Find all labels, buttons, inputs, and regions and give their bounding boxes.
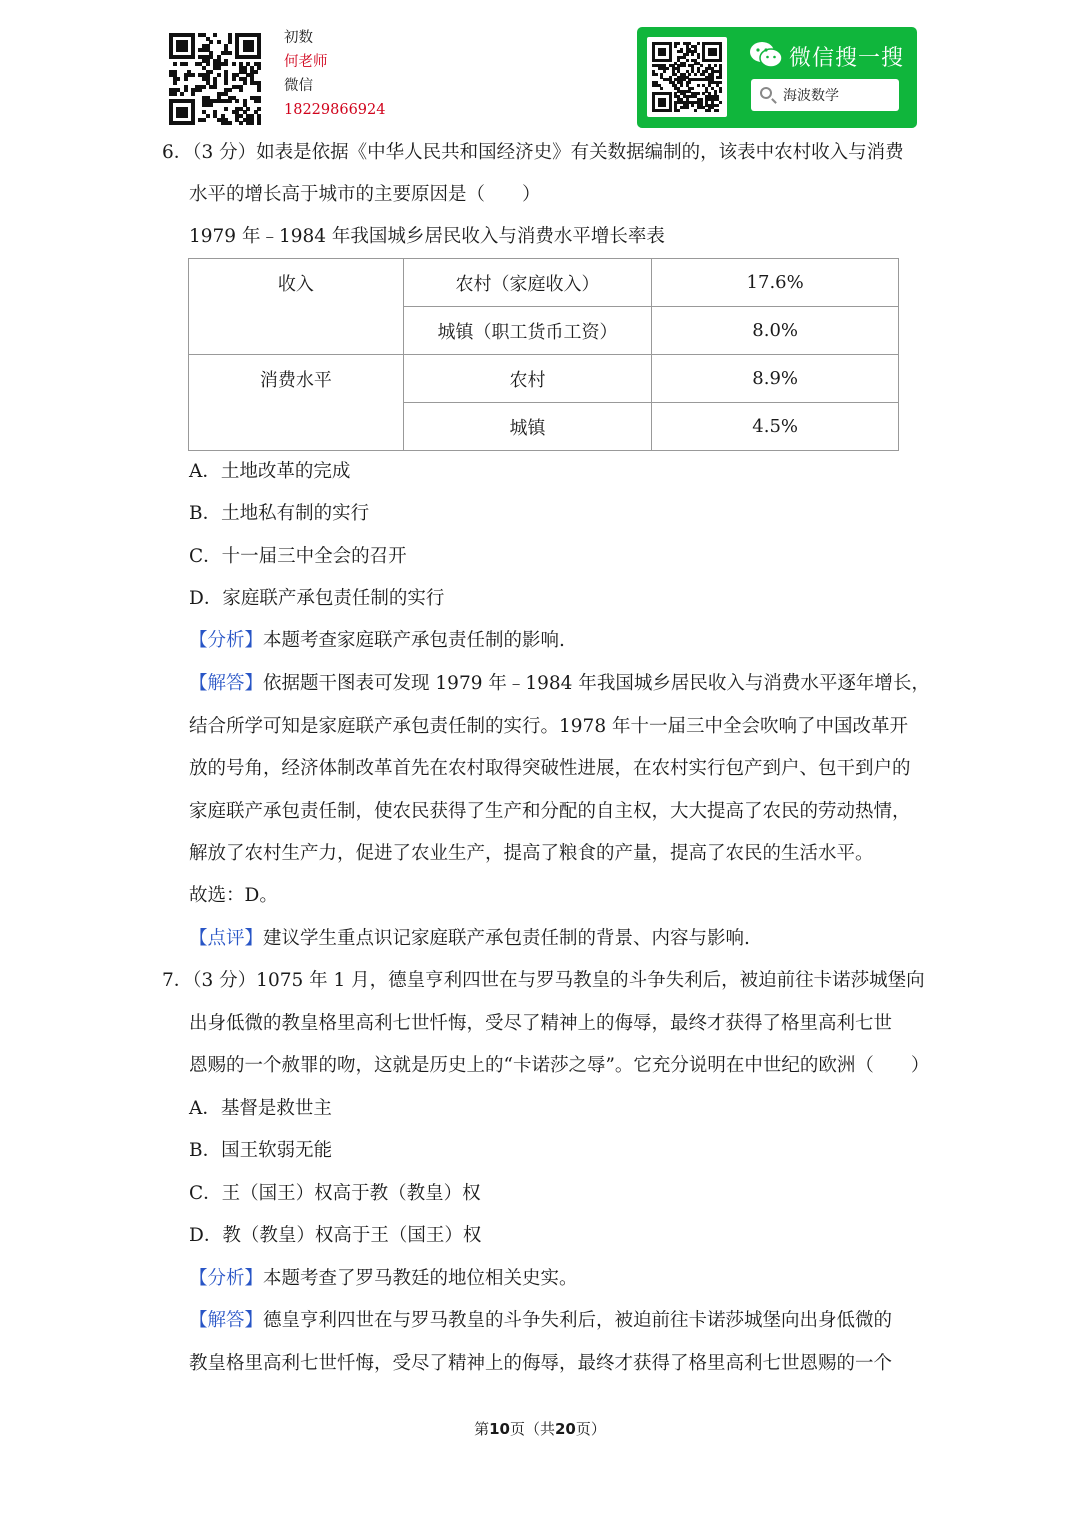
qr-module [257,88,261,92]
qr-module [202,85,206,89]
qr-module [719,81,722,84]
qr-module [209,40,213,44]
banner-search-text: 海波数学 [783,88,839,104]
contact-label-wechat: 微信 [284,78,313,94]
qr-module [232,77,236,81]
q6-option-c: C．十一届三中全会的召开 [189,546,407,567]
table-cell-value: 4.5% [652,403,899,451]
banner-qr-code [647,37,727,117]
qr-module [669,59,672,62]
table-cell-value: 17.6% [652,259,899,307]
footer-suffix: 页） [575,1420,606,1438]
analysis-tag: 【分析】 [189,1268,264,1289]
q6-choice: 故选：D。 [189,885,278,906]
qr-module [688,73,691,76]
table-cell-item: 城镇（职工货币工资） [403,307,652,355]
comment-text: 建议学生重点识记家庭联产承包责任制的背景、内容与影响. [263,928,750,949]
qr-module [686,106,689,109]
qr-module [663,104,666,107]
qr-module [674,45,677,48]
footer-middle: 页（共 [509,1420,555,1438]
qr-module [257,121,261,125]
qr-module [228,51,232,55]
analysis-tag: 【分析】 [189,630,264,651]
qr-module [719,59,722,62]
qr-module [246,107,250,111]
q6-comment [189,926,750,952]
qr-module [697,92,700,95]
qr-module [686,59,689,62]
qr-module [202,118,206,122]
qr-module [716,104,719,107]
footer-total-pages: 20 [555,1420,576,1438]
footer-page-number: 10 [489,1420,510,1438]
qr-module [173,81,177,85]
qr-module [213,33,217,37]
table-cell-value: 8.0% [652,307,899,355]
q6-answer-line-5: 解放了农村生产力，促进了农业生产，提高了粮食的产量，提高了农民的生活水平。 [189,843,874,864]
contact-phone: 18229866924 [284,102,386,118]
q6-stem-line-1: 6．（3 分）如表是依据《中华人民共和国经济史》有关数据编制的，该表中农村收入与消费 [162,142,904,163]
q6-option-a: A．土地改革的完成 [189,461,351,482]
qr-module [680,84,683,87]
qr-module [206,114,210,118]
qr-module [235,99,239,103]
qr-module [184,62,188,66]
qr-module [254,70,258,74]
page-footer [0,1418,1080,1439]
qr-module [191,73,195,77]
q6-data-table [188,258,899,451]
q7-stem-line-1: 7．（3 分）1075 年 1 月，德皇亨利四世在与罗马教皇的斗争失利后，被迫前往卡诺莎城堡向 [162,970,925,991]
qr-module [228,40,232,44]
qr-module [669,109,672,112]
table-group-consumption: 消费水平 [189,355,404,451]
banner-qr-pattern [652,42,722,112]
q7-answer-line-2: 教皇格里高利七世忏悔，受尽了精神上的侮辱，最终才获得了格里高利七世恩赐的一个 [189,1353,893,1374]
qr-module [198,88,202,92]
comment-tag: 【点评】 [189,928,264,949]
answer-tag: 【解答】 [189,1310,264,1331]
q7-option-a: A．基督是救世主 [189,1098,332,1119]
qr-module [224,107,228,111]
table-cell-item: 农村 [403,355,652,403]
qr-module [191,55,195,59]
qr-module [224,81,228,85]
table-cell-item: 农村（家庭收入） [403,259,652,307]
qr-module [655,73,658,76]
qr-module [228,121,232,125]
qr-module [209,70,213,74]
q6-answer-line-4: 家庭联产承包责任制，使农民获得了生产和分配的自主权，大大提高了农民的劳动热情， [189,801,911,822]
qr-module [228,99,232,103]
q7-stem-line-3: 恩赐的一个赦罪的吻，这就是历史上的“卡诺莎之辱”。它充分说明在中世纪的欧洲（ ） [189,1055,930,1076]
table-row [189,259,899,307]
banner-title: 微信搜一搜 [789,46,905,71]
qr-module [683,64,686,67]
qr-module [719,90,722,93]
qr-module [176,77,180,81]
qr-module [697,56,700,59]
answer-text: 依据题干图表可发现 1979 年﹣1984 年我国城乡居民收入与消费水平逐年增长， [263,673,930,694]
q7-analysis [189,1266,578,1292]
q7-option-b: B．国王软弱无能 [189,1140,333,1161]
qr-module [677,109,680,112]
qr-module [697,84,700,87]
contact-teacher-name: 何老师 [284,54,328,70]
qr-module [184,77,188,81]
analysis-text: 本题考查家庭联产承包责任制的影响. [263,630,565,651]
qr-module [173,62,177,66]
q6-table-caption: 1979 年﹣1984 年我国城乡居民收入与消费水平增长率表 [189,226,665,247]
qr-module [232,62,236,66]
q7-answer-line-1 [189,1308,892,1334]
q6-option-d: D．家庭联产承包责任制的实行 [189,588,445,609]
contact-label-1: 初数 [284,30,313,46]
qr-module [257,66,261,70]
qr-module [694,109,697,112]
qr-module [228,88,232,92]
q6-answer-line-2: 结合所学可知是家庭联产承包责任制的实行。1978 年十一届三中全会吹响了中国改革开 [189,716,908,737]
qr-module [257,55,261,59]
qr-module [708,109,711,112]
qr-module [691,87,694,90]
qr-module [239,121,243,125]
q6-analysis [189,628,565,654]
qr-module [257,107,261,111]
qr-module [243,81,247,85]
qr-module [184,88,188,92]
q7-stem-line-2: 出身低微的教皇格里高利七世忏悔，受尽了精神上的侮辱，最终才获得了格里高利七世 [189,1013,893,1034]
qr-module [688,81,691,84]
answer-text: 德皇亨利四世在与罗马教皇的斗争失利后，被迫前往卡诺莎城堡向出身低微的 [263,1310,893,1331]
qr-module [691,104,694,107]
qr-module [217,40,221,44]
wechat-search-banner[interactable] [637,27,917,128]
qr-module [191,92,195,96]
qr-module [250,48,254,52]
search-icon [760,87,772,99]
qr-module [257,99,261,103]
q7-option-c: C．王（国王）权高于教（教皇）权 [189,1183,481,1204]
qr-module [716,109,719,112]
qr-module [666,67,669,70]
table-cell-item: 城镇 [403,403,652,451]
qr-module [239,88,243,92]
q7-option-d: D．教（教皇）权高于王（国王）权 [189,1225,482,1246]
qr-module [173,92,177,96]
contact-info [284,26,385,122]
qr-module [719,76,722,79]
q6-answer-line-3: 放的号角，经济体制改革首先在农村取得突破性进展，在农村实行包产到户、包干到户的 [189,758,911,779]
banner-search-box[interactable] [751,79,899,111]
qr-module [663,70,666,73]
table-group-income: 收入 [189,259,404,355]
footer-prefix: 第 [474,1420,490,1438]
wechat-icon [749,41,783,69]
table-row [189,355,899,403]
q6-answer-line-1 [189,671,930,697]
qr-module [677,42,680,45]
qr-module [191,121,195,125]
q6-option-b: B．土地私有制的实行 [189,503,370,524]
qr-module [184,48,188,52]
qr-module [213,85,217,89]
qr-module [217,73,221,77]
qr-module [686,53,689,56]
qr-module [697,42,700,45]
qr-module [209,103,213,107]
qr-module [184,114,188,118]
qr-module [700,64,703,67]
qr-module [224,62,228,66]
contact-qr-code [169,33,261,125]
qr-module [714,53,717,56]
qr-module [250,121,254,125]
qr-module [694,73,697,76]
qr-module [719,101,722,104]
qr-module [714,64,717,67]
table-cell-value: 8.9% [652,355,899,403]
analysis-text: 本题考查了罗马教廷的地位相关史实。 [263,1268,578,1289]
q6-stem-line-2: 水平的增长高于城市的主要原因是（ ） [189,184,541,205]
qr-module [180,92,184,96]
qr-module [691,53,694,56]
answer-tag: 【解答】 [189,673,264,694]
qr-module [206,62,210,66]
qr-module [660,87,663,90]
qr-module [217,66,221,70]
qr-module [663,53,666,56]
